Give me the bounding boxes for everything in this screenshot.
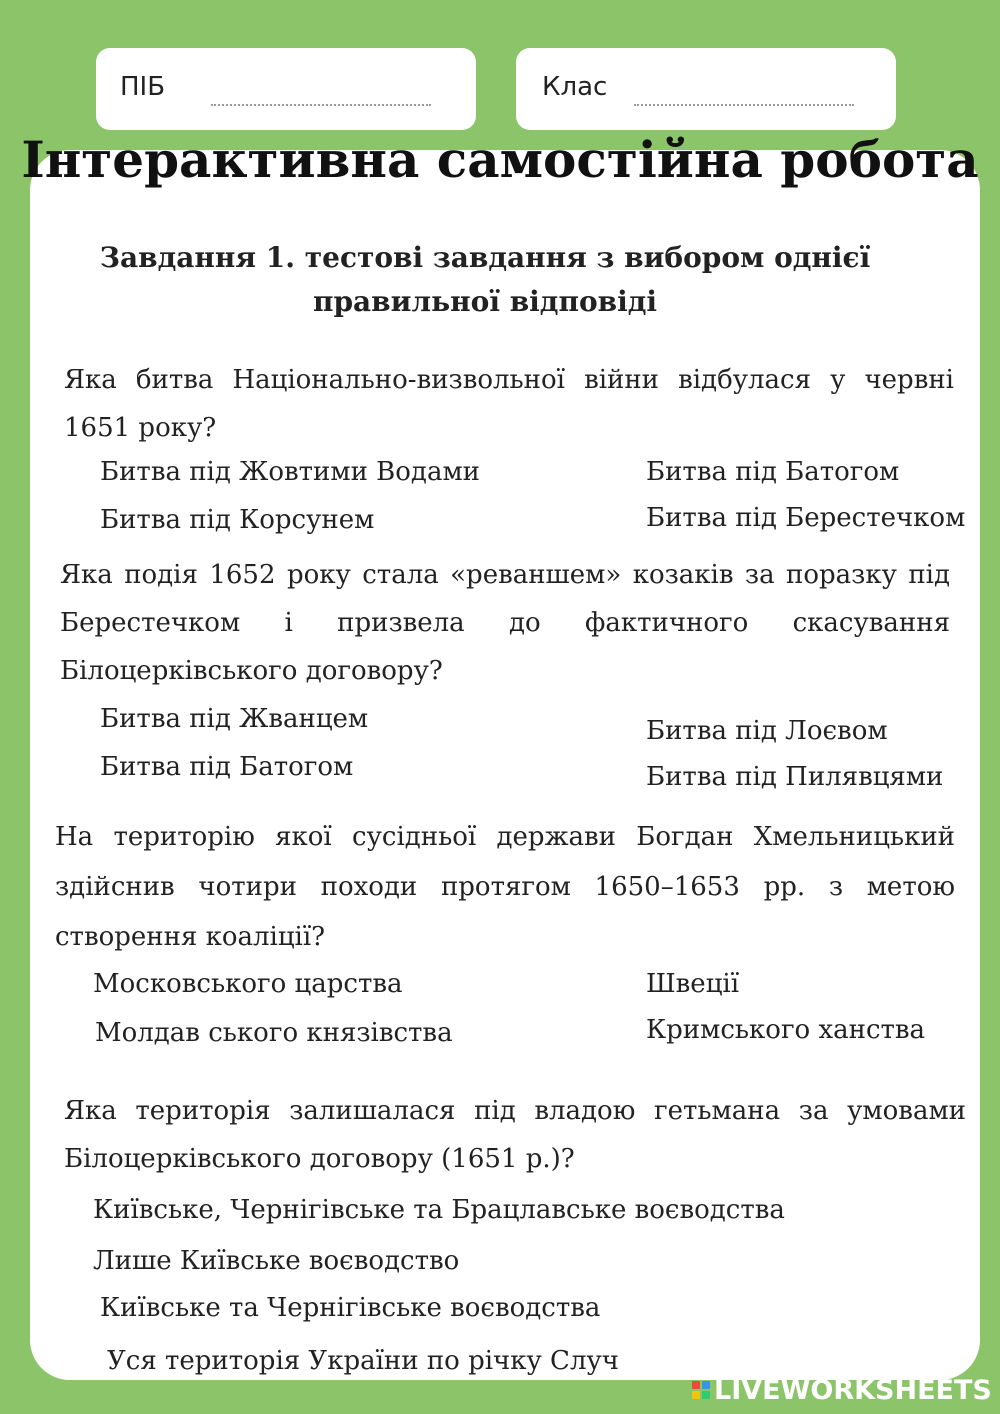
name-input-line[interactable] [211,104,431,106]
question-3-text: На територію якої сусідньої держави Богдан Хмельницький здійснив чотири походи протягом 1650–1653 рр. з метою створення коаліції? [55,822,955,952]
q2-option-4[interactable]: Битва під Пилявцями [646,762,944,792]
q2-option-2[interactable]: Битва під Лоєвом [646,716,888,746]
q3-option-3[interactable]: Молдав ського князівства [95,1018,453,1048]
q4-option-1[interactable]: Київське, Чернігівське та Брацлавське воєводства [93,1195,785,1225]
logo-square-4 [702,1391,710,1399]
logo-text: LIVEWORKSHEETS [714,1374,992,1406]
name-label: ПІБ [120,72,166,102]
page-title: Інтерактивна самостійна робота [21,130,979,189]
q3-option-1[interactable]: Московського царства [93,969,403,999]
task-heading-line2: правильної відповіді [312,285,658,318]
q3-option-4[interactable]: Кримського ханства [646,1015,926,1045]
question-2-text: Яка подія 1652 року стала «реваншем» козаків за поразку під Берестечком і призвела до фактичного скасування Білоцерківського договору? [60,560,950,686]
logo-square-3 [692,1391,700,1399]
q4-option-4[interactable]: Уся територія України по річку Случ [107,1346,619,1376]
q4-option-3[interactable]: Київське та Чернігівське воєводства [100,1293,601,1323]
q2-option-3[interactable]: Битва під Батогом [100,752,354,782]
logo-square-2 [702,1381,710,1389]
name-field-box[interactable] [96,48,476,130]
q4-option-2[interactable]: Лише Київське воєводство [93,1246,460,1276]
question-4-text: Яка територія залишалася під владою гетьмана за умовами Білоцерківського договору (1651 р.)? [64,1096,966,1174]
class-field-box[interactable] [516,48,896,130]
task-heading [60,236,910,324]
q3-option-2[interactable]: Швеції [646,969,740,999]
logo-square-1 [692,1381,700,1389]
liveworksheets-logo [692,1374,992,1406]
class-label: Клас [542,72,608,102]
class-input-line[interactable] [634,104,854,106]
task-heading-line1: Завдання 1. тестові завдання з вибором однієї [99,241,871,274]
q1-option-4[interactable]: Битва під Берестечком [646,503,966,533]
q1-option-3[interactable]: Битва під Корсунем [100,505,375,535]
q2-option-1[interactable]: Битва під Жванцем [100,704,369,734]
q1-option-2[interactable]: Битва під Батогом [646,457,900,487]
q1-option-1[interactable]: Битва під Жовтими Водами [100,457,480,487]
liveworksheets-logo-icon [692,1381,710,1399]
question-1-text: Яка битва Національно-визвольної війни відбулася у червні 1651 року? [64,365,954,443]
